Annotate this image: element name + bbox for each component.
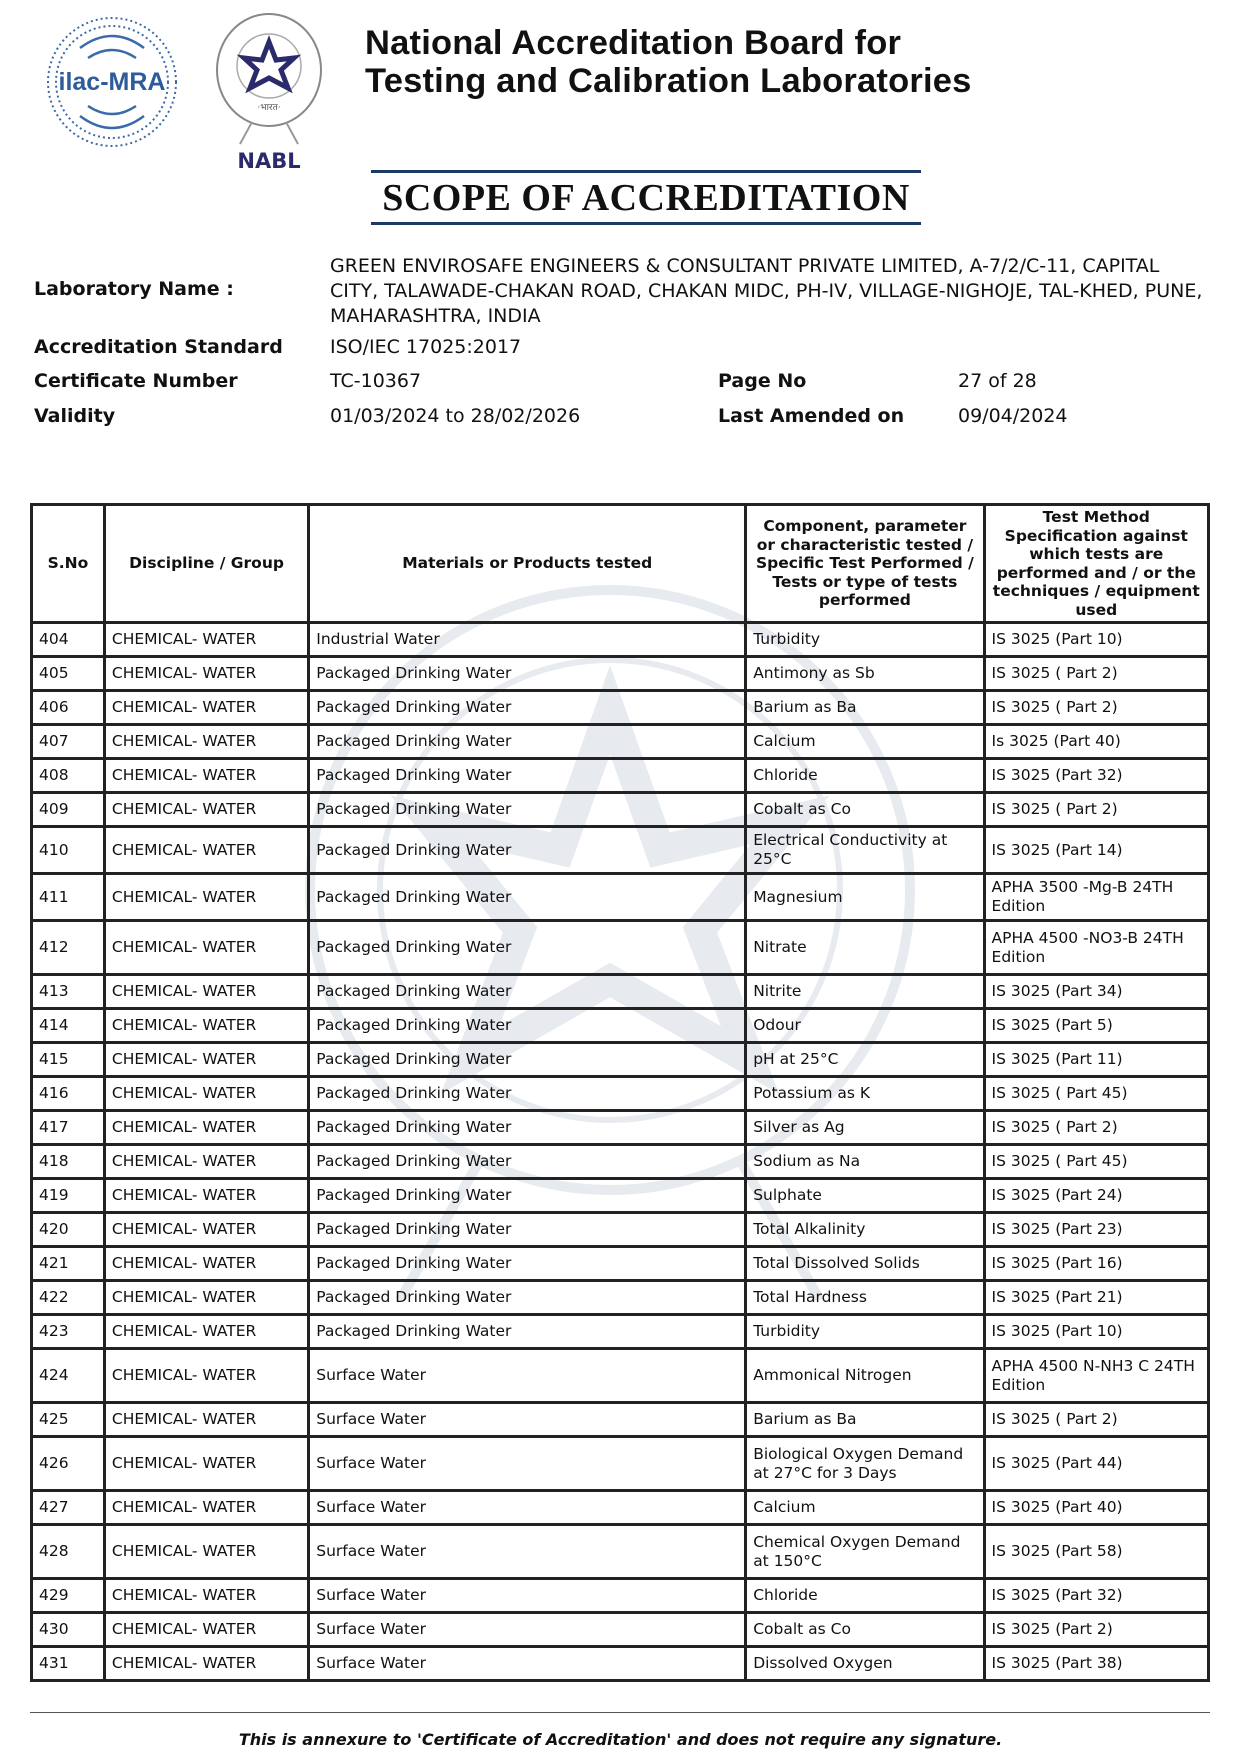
cell-sno: 409: [32, 793, 105, 827]
cell-test-method: IS 3025 (Part 2): [984, 1613, 1208, 1647]
last-amended-value: 09/04/2024: [958, 405, 1068, 427]
cell-sno: 414: [32, 1009, 105, 1043]
last-amended-label: Last Amended on: [718, 405, 905, 427]
cell-material: Packaged Drinking Water: [309, 759, 746, 793]
cell-parameter: Nitrate: [746, 921, 984, 975]
cell-material: Packaged Drinking Water: [309, 691, 746, 725]
cell-discipline: CHEMICAL- WATER: [104, 1213, 308, 1247]
cell-parameter: Calcium: [746, 725, 984, 759]
cell-discipline: CHEMICAL- WATER: [104, 1349, 308, 1403]
cell-discipline: CHEMICAL- WATER: [104, 725, 308, 759]
cell-test-method: IS 3025 (Part 24): [984, 1179, 1208, 1213]
cell-sno: 413: [32, 975, 105, 1009]
table-row: [32, 1525, 1209, 1579]
svg-text:ilac-MRA: ilac-MRA: [58, 68, 166, 96]
table-row: [32, 1349, 1209, 1403]
cell-material: Surface Water: [309, 1525, 746, 1579]
table-row: [32, 1579, 1209, 1613]
page-no-label: Page No: [718, 370, 807, 392]
table-row: [32, 1043, 1209, 1077]
footer-note: This is annexure to 'Certificate of Accreditation' and does not require any signature.: [238, 1730, 1003, 1749]
cell-material: Packaged Drinking Water: [309, 1179, 746, 1213]
cell-material: Packaged Drinking Water: [309, 874, 746, 921]
cell-material: Packaged Drinking Water: [309, 1213, 746, 1247]
cell-sno: 422: [32, 1281, 105, 1315]
cell-parameter: Electrical Conductivity at 25°C: [746, 827, 984, 874]
certificate-number-label: Certificate Number: [34, 370, 238, 392]
organization-title-line-2: Testing and Calibration Laboratories: [365, 62, 972, 100]
organization-title-line-1: National Accreditation Board for: [365, 24, 902, 62]
cell-sno: 420: [32, 1213, 105, 1247]
cell-discipline: CHEMICAL- WATER: [104, 921, 308, 975]
cell-sno: 412: [32, 921, 105, 975]
cell-sno: 421: [32, 1247, 105, 1281]
cell-parameter: Nitrite: [746, 975, 984, 1009]
cell-parameter: Chemical Oxygen Demand at 150°C: [746, 1525, 984, 1579]
cell-discipline: CHEMICAL- WATER: [104, 1179, 308, 1213]
cell-sno: 428: [32, 1525, 105, 1579]
cell-sno: 429: [32, 1579, 105, 1613]
cell-parameter: Potassium as K: [746, 1077, 984, 1111]
cell-sno: 431: [32, 1647, 105, 1681]
table-body: [32, 623, 1209, 1681]
table-row: [32, 1437, 1209, 1491]
cell-discipline: CHEMICAL- WATER: [104, 657, 308, 691]
cell-sno: 408: [32, 759, 105, 793]
cell-test-method: IS 3025 ( Part 45): [984, 1145, 1208, 1179]
table-row: [32, 1281, 1209, 1315]
accreditation-standard-label: Accreditation Standard: [34, 336, 283, 358]
cell-test-method: IS 3025 ( Part 2): [984, 1403, 1208, 1437]
cell-sno: 405: [32, 657, 105, 691]
cell-parameter: Antimony as Sb: [746, 657, 984, 691]
cell-discipline: CHEMICAL- WATER: [104, 975, 308, 1009]
header-test-method: Test Method Specification against which tests are performed and / or the techniques / equipment used: [984, 505, 1208, 623]
cell-material: Packaged Drinking Water: [309, 793, 746, 827]
table-row: [32, 874, 1209, 921]
page-no-value: 27 of 28: [958, 370, 1037, 392]
cell-discipline: CHEMICAL- WATER: [104, 1491, 308, 1525]
cell-parameter: pH at 25°C: [746, 1043, 984, 1077]
table-header-row: [32, 505, 1209, 623]
table-row: [32, 1077, 1209, 1111]
cell-parameter: Total Hardness: [746, 1281, 984, 1315]
cell-discipline: CHEMICAL- WATER: [104, 1009, 308, 1043]
cell-parameter: Chloride: [746, 1579, 984, 1613]
cell-parameter: Barium as Ba: [746, 691, 984, 725]
validity-value: 01/03/2024 to 28/02/2026: [330, 405, 581, 427]
cell-parameter: Silver as Ag: [746, 1111, 984, 1145]
table-row: [32, 1009, 1209, 1043]
table-row: [32, 975, 1209, 1009]
cell-discipline: CHEMICAL- WATER: [104, 1647, 308, 1681]
table-row: [32, 1613, 1209, 1647]
cell-discipline: CHEMICAL- WATER: [104, 1315, 308, 1349]
cell-test-method: IS 3025 (Part 10): [984, 1315, 1208, 1349]
cell-sno: 416: [32, 1077, 105, 1111]
footer-divider: [30, 1712, 1210, 1713]
cell-discipline: CHEMICAL- WATER: [104, 1043, 308, 1077]
cell-discipline: CHEMICAL- WATER: [104, 874, 308, 921]
cell-material: Packaged Drinking Water: [309, 1281, 746, 1315]
cell-material: Surface Water: [309, 1437, 746, 1491]
cell-material: Packaged Drinking Water: [309, 1247, 746, 1281]
ilac-mra-logo: [44, 14, 180, 150]
nabl-logo: [210, 12, 328, 172]
cell-discipline: CHEMICAL- WATER: [104, 623, 308, 657]
certificate-number-value: TC-10367: [330, 370, 422, 392]
cell-parameter: Turbidity: [746, 623, 984, 657]
table-row: [32, 759, 1209, 793]
cell-discipline: CHEMICAL- WATER: [104, 1403, 308, 1437]
table-row: [32, 921, 1209, 975]
cell-sno: 404: [32, 623, 105, 657]
lab-name-value: GREEN ENVIROSAFE ENGINEERS & CONSULTANT PRIVATE LIMITED, A-7/2/C-11, CAPITAL CITY, TALAWADE-CHAKAN ROAD, CHAKAN MIDC, PH-IV, VILLAGE-NIGHOJE, TAL-KHED, PUNE, MAHARASHTRA, INDIA: [330, 255, 1203, 327]
cell-test-method: IS 3025 (Part 44): [984, 1437, 1208, 1491]
cell-test-method: IS 3025 (Part 10): [984, 623, 1208, 657]
cell-test-method: IS 3025 (Part 11): [984, 1043, 1208, 1077]
cell-material: Surface Water: [309, 1491, 746, 1525]
cell-parameter: Calcium: [746, 1491, 984, 1525]
cell-test-method: Is 3025 (Part 40): [984, 725, 1208, 759]
cell-discipline: CHEMICAL- WATER: [104, 1281, 308, 1315]
table-row: [32, 1179, 1209, 1213]
cell-discipline: CHEMICAL- WATER: [104, 827, 308, 874]
cell-parameter: Total Dissolved Solids: [746, 1247, 984, 1281]
table-row: [32, 725, 1209, 759]
cell-material: Packaged Drinking Water: [309, 1111, 746, 1145]
cell-parameter: Sodium as Na: [746, 1145, 984, 1179]
cell-parameter: Biological Oxygen Demand at 27°C for 3 Days: [746, 1437, 984, 1491]
cell-test-method: IS 3025 ( Part 2): [984, 657, 1208, 691]
cell-test-method: APHA 4500 -NO3-B 24TH Edition: [984, 921, 1208, 975]
cell-test-method: IS 3025 (Part 32): [984, 1579, 1208, 1613]
cell-sno: 425: [32, 1403, 105, 1437]
scope-table: [30, 503, 1210, 1682]
scope-title-top-rule: [371, 170, 921, 173]
cell-parameter: Magnesium: [746, 874, 984, 921]
table-row: [32, 657, 1209, 691]
cell-test-method: IS 3025 ( Part 2): [984, 793, 1208, 827]
cell-sno: 418: [32, 1145, 105, 1179]
cell-test-method: IS 3025 ( Part 45): [984, 1077, 1208, 1111]
cell-sno: 407: [32, 725, 105, 759]
table-row: [32, 691, 1209, 725]
cell-test-method: IS 3025 (Part 23): [984, 1213, 1208, 1247]
cell-test-method: IS 3025 (Part 14): [984, 827, 1208, 874]
cell-sno: 411: [32, 874, 105, 921]
table-row: [32, 1491, 1209, 1525]
cell-material: Packaged Drinking Water: [309, 975, 746, 1009]
table-row: [32, 1403, 1209, 1437]
cell-material: Packaged Drinking Water: [309, 725, 746, 759]
cell-material: Packaged Drinking Water: [309, 657, 746, 691]
cell-discipline: CHEMICAL- WATER: [104, 1077, 308, 1111]
cell-parameter: Turbidity: [746, 1315, 984, 1349]
table-row: [32, 1213, 1209, 1247]
cell-test-method: IS 3025 (Part 34): [984, 975, 1208, 1009]
cell-parameter: Cobalt as Co: [746, 793, 984, 827]
cell-material: Surface Water: [309, 1349, 746, 1403]
cell-discipline: CHEMICAL- WATER: [104, 1437, 308, 1491]
cell-sno: 430: [32, 1613, 105, 1647]
cell-sno: 419: [32, 1179, 105, 1213]
cell-parameter: Dissolved Oxygen: [746, 1647, 984, 1681]
cell-material: Packaged Drinking Water: [309, 827, 746, 874]
cell-sno: 423: [32, 1315, 105, 1349]
cell-test-method: IS 3025 (Part 58): [984, 1525, 1208, 1579]
cell-material: Packaged Drinking Water: [309, 1077, 746, 1111]
svg-text:NABL: NABL: [237, 149, 301, 172]
svg-text:·भारत·: ·भारत·: [257, 103, 281, 113]
cell-parameter: Ammonical Nitrogen: [746, 1349, 984, 1403]
cell-discipline: CHEMICAL- WATER: [104, 1247, 308, 1281]
cell-test-method: IS 3025 (Part 21): [984, 1281, 1208, 1315]
table-row: [32, 1111, 1209, 1145]
cell-test-method: IS 3025 (Part 32): [984, 759, 1208, 793]
cell-test-method: IS 3025 (Part 40): [984, 1491, 1208, 1525]
cell-sno: 427: [32, 1491, 105, 1525]
cell-sno: 406: [32, 691, 105, 725]
scope-title: SCOPE OF ACCREDITATION: [382, 177, 910, 219]
scope-title-bottom-rule: [371, 222, 921, 225]
cell-discipline: CHEMICAL- WATER: [104, 1111, 308, 1145]
cell-test-method: IS 3025 (Part 5): [984, 1009, 1208, 1043]
table-row: [32, 1315, 1209, 1349]
cell-material: Industrial Water: [309, 623, 746, 657]
table-row: [32, 1647, 1209, 1681]
cell-material: Packaged Drinking Water: [309, 921, 746, 975]
cell-parameter: Chloride: [746, 759, 984, 793]
cell-test-method: APHA 4500 N-NH3 C 24TH Edition: [984, 1349, 1208, 1403]
cell-material: Packaged Drinking Water: [309, 1009, 746, 1043]
cell-material: Surface Water: [309, 1613, 746, 1647]
cell-test-method: IS 3025 ( Part 2): [984, 1111, 1208, 1145]
table-row: [32, 793, 1209, 827]
cell-material: Packaged Drinking Water: [309, 1145, 746, 1179]
cell-material: Surface Water: [309, 1579, 746, 1613]
table-row: [32, 1247, 1209, 1281]
cell-sno: 410: [32, 827, 105, 874]
header-sno: S.No: [32, 505, 105, 623]
cell-material: Surface Water: [309, 1647, 746, 1681]
cell-parameter: Total Alkalinity: [746, 1213, 984, 1247]
table-row: [32, 623, 1209, 657]
cell-sno: 424: [32, 1349, 105, 1403]
validity-label: Validity: [34, 405, 116, 427]
cell-test-method: IS 3025 ( Part 2): [984, 691, 1208, 725]
cell-test-method: IS 3025 (Part 16): [984, 1247, 1208, 1281]
cell-discipline: CHEMICAL- WATER: [104, 759, 308, 793]
cell-parameter: Cobalt as Co: [746, 1613, 984, 1647]
cell-parameter: Barium as Ba: [746, 1403, 984, 1437]
cell-discipline: CHEMICAL- WATER: [104, 1525, 308, 1579]
cell-material: Packaged Drinking Water: [309, 1043, 746, 1077]
cell-parameter: Sulphate: [746, 1179, 984, 1213]
table-row: [32, 827, 1209, 874]
cell-discipline: CHEMICAL- WATER: [104, 1613, 308, 1647]
cell-test-method: APHA 3500 -Mg-B 24TH Edition: [984, 874, 1208, 921]
accreditation-standard-value: ISO/IEC 17025:2017: [330, 336, 522, 358]
cell-discipline: CHEMICAL- WATER: [104, 793, 308, 827]
header-component: Component, parameter or characteristic tested / Specific Test Performed / Tests or type of tests performed: [746, 505, 984, 623]
cell-discipline: CHEMICAL- WATER: [104, 691, 308, 725]
table-row: [32, 1145, 1209, 1179]
cell-parameter: Odour: [746, 1009, 984, 1043]
lab-name-label: Laboratory Name :: [34, 278, 234, 300]
organization-title: [365, 24, 972, 100]
cell-material: Packaged Drinking Water: [309, 1315, 746, 1349]
cell-discipline: CHEMICAL- WATER: [104, 1145, 308, 1179]
cell-discipline: CHEMICAL- WATER: [104, 1579, 308, 1613]
cell-sno: 415: [32, 1043, 105, 1077]
cell-sno: 426: [32, 1437, 105, 1491]
header-materials: Materials or Products tested: [309, 505, 746, 623]
cell-sno: 417: [32, 1111, 105, 1145]
cell-material: Surface Water: [309, 1403, 746, 1437]
header-discipline: Discipline / Group: [104, 505, 308, 623]
cell-test-method: IS 3025 (Part 38): [984, 1647, 1208, 1681]
